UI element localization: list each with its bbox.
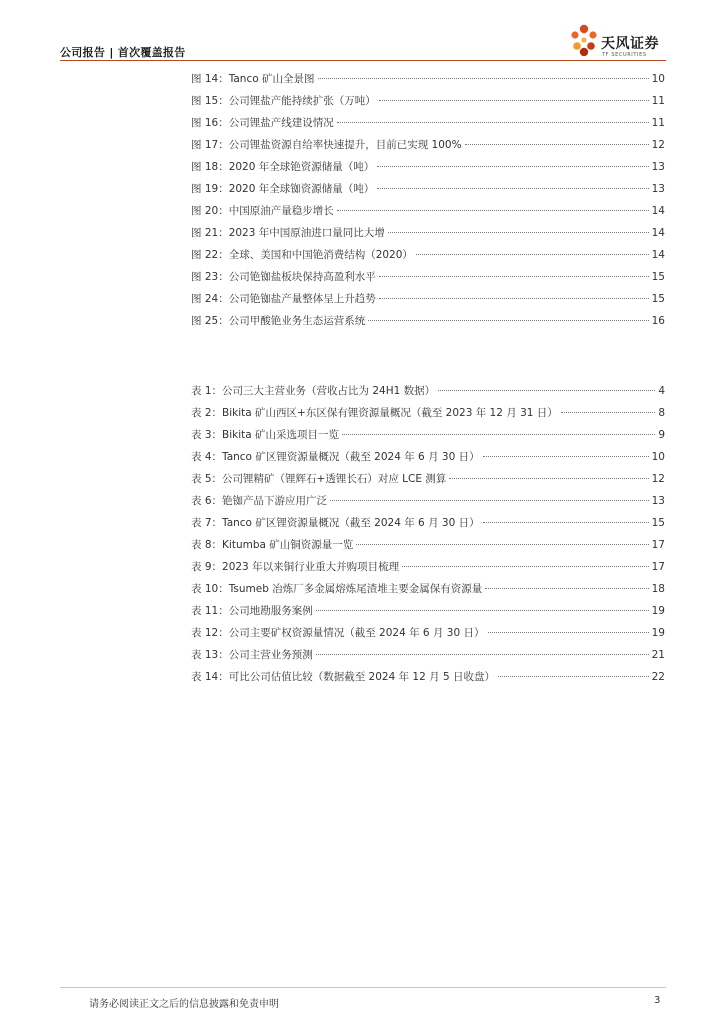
toc-table-entry[interactable] bbox=[191, 512, 665, 534]
page-number: 3 bbox=[654, 995, 661, 1006]
dot-leader bbox=[368, 320, 648, 321]
dot-leader bbox=[377, 188, 648, 189]
toc-figure-entry-label: 图 16：公司锂盐产线建设情况 bbox=[191, 117, 334, 129]
figures-toc bbox=[191, 68, 665, 332]
toc-table-entry-label: 表 2：Bikita 矿山西区+东区保有锂资源量概况（截至 2023 年 12 月 31 日） bbox=[191, 407, 558, 419]
footer-disclaimer: 请务必阅读正文之后的信息披露和免责申明 bbox=[89, 999, 279, 1010]
toc-figure-entry-page: 12 bbox=[651, 139, 665, 151]
dot-leader bbox=[402, 566, 649, 567]
dot-leader bbox=[416, 254, 649, 255]
logo-english-name: TF SECURITIES bbox=[602, 52, 647, 58]
tables-toc bbox=[191, 380, 665, 688]
toc-table-entry[interactable] bbox=[191, 622, 665, 644]
toc-table-entry[interactable] bbox=[191, 534, 665, 556]
dot-leader bbox=[377, 166, 648, 167]
toc-table-entry-page: 9 bbox=[658, 429, 665, 441]
toc-table-entry[interactable] bbox=[191, 380, 665, 402]
toc-table-entry-page: 19 bbox=[651, 605, 665, 617]
toc-table-entry-page: 17 bbox=[651, 539, 665, 551]
toc-figure-entry-page: 13 bbox=[651, 161, 665, 173]
toc-table-entry-page: 12 bbox=[651, 473, 665, 485]
toc-table-entry-label: 表 11：公司地勘服务案例 bbox=[191, 605, 313, 617]
toc-figure-entry[interactable] bbox=[191, 266, 665, 288]
toc-table-entry-label: 表 8：Kitumba 矿山铜资源量一览 bbox=[191, 539, 354, 551]
toc-figure-entry-label: 图 20：中国原油产量稳步增长 bbox=[191, 205, 334, 217]
toc-figure-entry-page: 14 bbox=[651, 227, 665, 239]
toc-table-entry-page: 13 bbox=[651, 495, 665, 507]
toc-table-entry-page: 22 bbox=[651, 671, 665, 683]
toc-figure-entry[interactable] bbox=[191, 200, 665, 222]
toc-figure-entry[interactable] bbox=[191, 90, 665, 112]
logo-chinese-name: 天风证券 bbox=[601, 36, 659, 52]
report-type-label: 公司报告 | 首次覆盖报告 bbox=[60, 46, 186, 59]
toc-table-entry-page: 8 bbox=[658, 407, 665, 419]
toc-table-entry[interactable] bbox=[191, 424, 665, 446]
toc-table-entry-page: 15 bbox=[651, 517, 665, 529]
dot-leader bbox=[356, 544, 648, 545]
toc-figure-entry[interactable] bbox=[191, 134, 665, 156]
toc-figure-entry[interactable] bbox=[191, 112, 665, 134]
dot-leader bbox=[316, 610, 649, 611]
toc-figure-entry-label: 图 14：Tanco 矿山全景图 bbox=[191, 73, 315, 85]
toc-figure-entry-page: 10 bbox=[651, 73, 665, 85]
toc-figure-entry[interactable] bbox=[191, 222, 665, 244]
toc-figure-entry-page: 11 bbox=[651, 95, 665, 107]
dot-leader bbox=[318, 78, 649, 79]
dot-leader bbox=[485, 588, 648, 589]
toc-table-entry[interactable] bbox=[191, 666, 665, 688]
toc-figure-entry-page: 11 bbox=[651, 117, 665, 129]
toc-figure-entry[interactable] bbox=[191, 310, 665, 332]
dot-leader bbox=[342, 434, 655, 435]
toc-figure-entry-page: 14 bbox=[651, 205, 665, 217]
dot-leader bbox=[449, 478, 648, 479]
toc-figure-entry-label: 图 25：公司甲酸铯业务生态运营系统 bbox=[191, 315, 366, 327]
company-logo bbox=[568, 22, 668, 62]
toc-figure-entry-label: 图 23：公司铯铷盐板块保持高盈利水平 bbox=[191, 271, 376, 283]
toc-figure-entry-page: 14 bbox=[651, 249, 665, 261]
dot-leader bbox=[330, 500, 649, 501]
toc-table-entry-page: 10 bbox=[651, 451, 665, 463]
toc-table-entry-label: 表 12：公司主要矿权资源量情况（截至 2024 年 6 月 30 日） bbox=[191, 627, 485, 639]
toc-figure-entry-label: 图 15：公司锂盐产能持续扩张（万吨） bbox=[191, 95, 376, 107]
toc-table-entry-label: 表 14：可比公司估值比较（数据截至 2024 年 12 月 5 日收盘） bbox=[191, 671, 495, 683]
toc-table-entry[interactable] bbox=[191, 644, 665, 666]
toc-table-entry-label: 表 13：公司主营业务预测 bbox=[191, 649, 313, 661]
toc-figure-entry-label: 图 21：2023 年中国原油进口量同比大增 bbox=[191, 227, 385, 239]
toc-figure-entry-label: 图 24：公司铯铷盐产量整体呈上升趋势 bbox=[191, 293, 376, 305]
toc-table-entry[interactable] bbox=[191, 556, 665, 578]
dot-leader bbox=[438, 390, 655, 391]
toc-table-entry[interactable] bbox=[191, 402, 665, 424]
toc-table-entry-page: 21 bbox=[651, 649, 665, 661]
dot-leader bbox=[483, 456, 649, 457]
dot-leader bbox=[498, 676, 649, 677]
dot-leader bbox=[465, 144, 649, 145]
toc-table-entry[interactable] bbox=[191, 468, 665, 490]
dot-leader bbox=[379, 276, 649, 277]
dot-leader bbox=[561, 412, 656, 413]
toc-table-entry-label: 表 10：Tsumeb 冶炼厂多金属熔炼尾渣堆主要金属保有资源量 bbox=[191, 583, 483, 595]
toc-figure-entry[interactable] bbox=[191, 68, 665, 90]
dot-leader bbox=[379, 100, 649, 101]
toc-figure-entry-label: 图 18：2020 年全球铯资源储量（吨） bbox=[191, 161, 375, 173]
toc-table-entry-label: 表 1：公司三大主营业务（营收占比为 24H1 数据） bbox=[191, 385, 436, 397]
toc-figure-entry[interactable] bbox=[191, 244, 665, 266]
dot-leader bbox=[379, 298, 649, 299]
toc-figure-entry-page: 15 bbox=[651, 293, 665, 305]
toc-figure-entry-page: 15 bbox=[651, 271, 665, 283]
toc-figure-entry-label: 图 22：全球、美国和中国铯消费结构（2020） bbox=[191, 249, 413, 261]
toc-figure-entry[interactable] bbox=[191, 288, 665, 310]
toc-table-entry-label: 表 7：Tanco 矿区锂资源量概况（截至 2024 年 6 月 30 日） bbox=[191, 517, 480, 529]
toc-table-entry-label: 表 6：铯铷产品下游应用广泛 bbox=[191, 495, 328, 507]
toc-figure-entry-page: 16 bbox=[651, 315, 665, 327]
toc-table-entry-page: 18 bbox=[651, 583, 665, 595]
toc-table-entry[interactable] bbox=[191, 600, 665, 622]
dot-leader bbox=[316, 654, 649, 655]
dot-leader bbox=[488, 632, 649, 633]
toc-table-entry-label: 表 9：2023 年以来铜行业重大并购项目梳理 bbox=[191, 561, 400, 573]
toc-table-entry-label: 表 5：公司锂精矿（锂辉石+透锂长石）对应 LCE 测算 bbox=[191, 473, 447, 485]
toc-figure-entry-page: 13 bbox=[651, 183, 665, 195]
toc-table-entry-page: 19 bbox=[651, 627, 665, 639]
dot-leader bbox=[337, 122, 649, 123]
toc-table-entry-page: 4 bbox=[658, 385, 665, 397]
toc-figure-entry[interactable] bbox=[191, 178, 665, 200]
toc-table-entry[interactable] bbox=[191, 446, 665, 468]
toc-figure-entry-label: 图 19：2020 年全球铷资源储量（吨） bbox=[191, 183, 375, 195]
dot-leader bbox=[483, 522, 649, 523]
toc-table-entry[interactable] bbox=[191, 578, 665, 600]
tf-flower-logo-icon bbox=[568, 22, 600, 62]
dot-leader bbox=[337, 210, 649, 211]
toc-table-entry-label: 表 3：Bikita 矿山采选项目一览 bbox=[191, 429, 340, 441]
dot-leader bbox=[388, 232, 649, 233]
toc-table-entry-page: 17 bbox=[651, 561, 665, 573]
toc-table-entry-label: 表 4：Tanco 矿区锂资源量概况（截至 2024 年 6 月 30 日） bbox=[191, 451, 480, 463]
toc-figure-entry[interactable] bbox=[191, 156, 665, 178]
toc-figure-entry-label: 图 17：公司锂盐资源自给率快速提升，目前已实现 100% bbox=[191, 139, 462, 151]
footer-divider bbox=[60, 987, 666, 988]
toc-table-entry[interactable] bbox=[191, 490, 665, 512]
